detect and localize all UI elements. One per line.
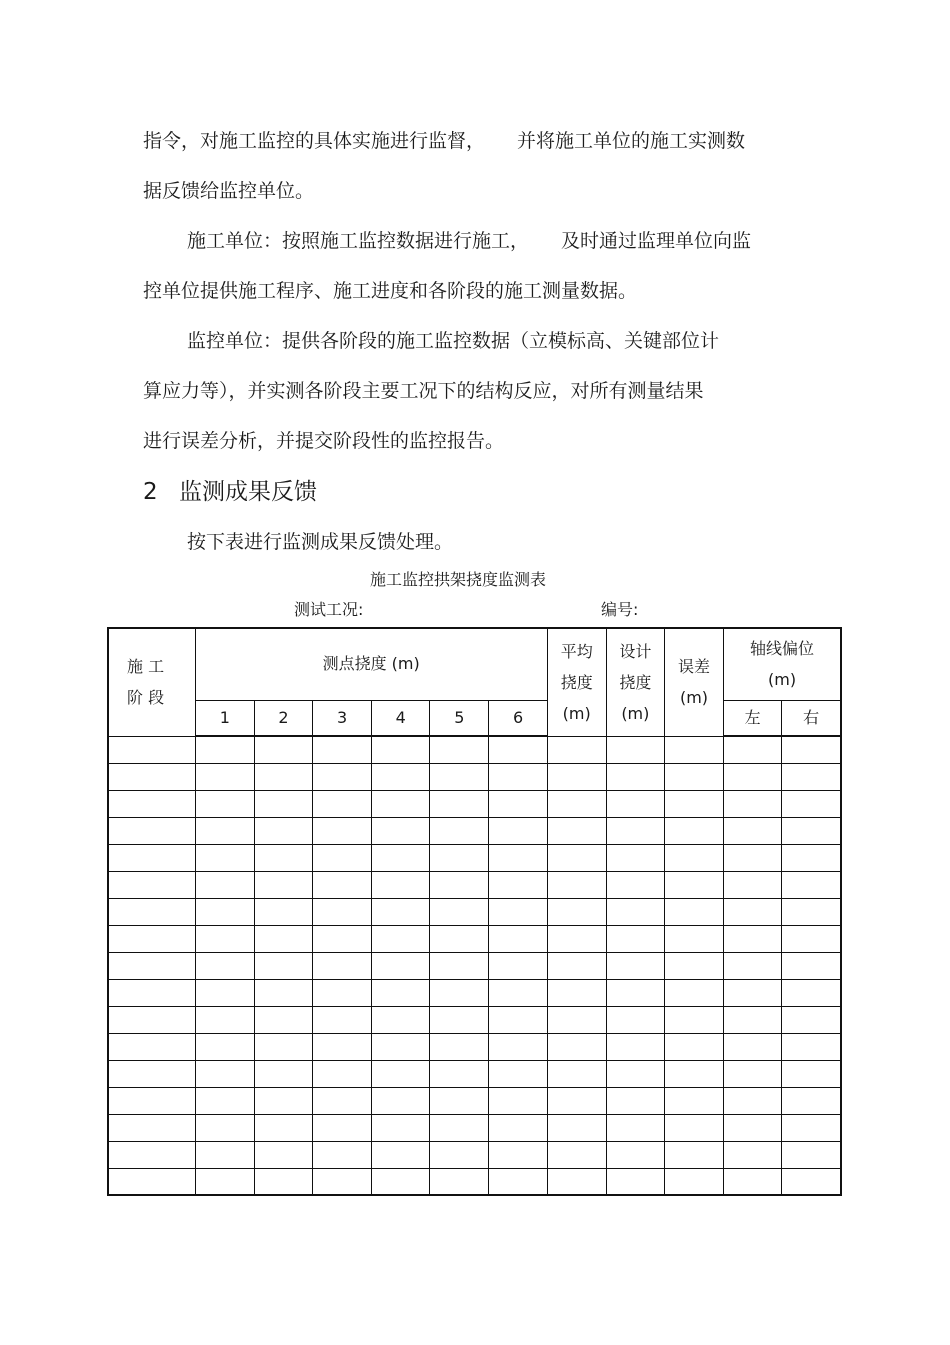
table-cell — [547, 844, 606, 871]
table-cell — [664, 952, 723, 979]
table-cell — [606, 1006, 664, 1033]
table-cell — [547, 871, 606, 898]
table-cell — [489, 1141, 547, 1168]
table-cell — [313, 1060, 372, 1087]
table-cell — [430, 1168, 489, 1195]
table-row — [108, 844, 841, 871]
table-cell — [313, 1087, 372, 1114]
table-cell — [254, 925, 312, 952]
table-cell — [489, 763, 547, 790]
table-cell — [782, 817, 841, 844]
table-cell — [664, 925, 723, 952]
table-cell — [606, 1168, 664, 1195]
header-design-line-2: 挠度 — [619, 672, 652, 692]
table-cell — [724, 1060, 782, 1087]
table-cell — [372, 925, 430, 952]
table-cell — [430, 925, 489, 952]
table-cell — [724, 871, 782, 898]
table-cell — [108, 1006, 195, 1033]
table-cell — [313, 925, 372, 952]
table-cell — [782, 1114, 841, 1141]
table-title: 施工监控拱架挠度监测表 — [370, 570, 547, 589]
table-cell — [313, 844, 372, 871]
table-cell — [195, 1006, 254, 1033]
table-cell — [254, 898, 312, 925]
header-point-1: 1 — [195, 700, 254, 736]
table-cell — [606, 736, 664, 763]
table-cell — [313, 763, 372, 790]
header-stage-line-1: 施 工 — [127, 657, 165, 677]
header-point-5: 5 — [430, 700, 489, 736]
table-cell — [195, 1168, 254, 1195]
table-cell — [195, 736, 254, 763]
header-avg-line-1: 平均 — [560, 641, 593, 661]
table-cell — [489, 1168, 547, 1195]
table-cell — [724, 925, 782, 952]
table-cell — [489, 736, 547, 763]
table-cell — [606, 871, 664, 898]
table-row — [108, 1060, 841, 1087]
header-row-2 — [108, 700, 841, 736]
table-cell — [489, 790, 547, 817]
table-cell — [724, 844, 782, 871]
table-cell — [372, 790, 430, 817]
table-cell — [254, 871, 312, 898]
table-cell — [430, 871, 489, 898]
table-cell — [547, 979, 606, 1006]
table-cell — [313, 736, 372, 763]
table-cell — [489, 979, 547, 1006]
table-cell — [782, 1141, 841, 1168]
table-cell — [547, 763, 606, 790]
table-cell — [430, 763, 489, 790]
table-cell — [664, 1168, 723, 1195]
text-run: 及时通过监理单位向监 — [561, 230, 752, 252]
table-cell — [254, 1168, 312, 1195]
table-cell — [664, 844, 723, 871]
table-cell — [108, 925, 195, 952]
header-avg-line-2: 挠度 — [560, 672, 593, 692]
table-cell — [195, 844, 254, 871]
table-row — [108, 790, 841, 817]
table-cell — [664, 736, 723, 763]
header-axis-offset — [724, 628, 841, 700]
table-cell — [372, 871, 430, 898]
paragraph-1-line-1 — [143, 131, 745, 151]
table-cell — [430, 1060, 489, 1087]
table-cell — [782, 1060, 841, 1087]
table-cell — [254, 817, 312, 844]
table-row — [108, 979, 841, 1006]
serial-number-label: 编号: — [601, 600, 639, 619]
table-cell — [313, 898, 372, 925]
table-cell — [547, 736, 606, 763]
header-point-3: 3 — [313, 700, 372, 736]
table-cell — [606, 790, 664, 817]
header-design-line-1: 设计 — [619, 641, 652, 661]
table-cell — [547, 790, 606, 817]
header-offset-line-2: (m) — [768, 670, 797, 690]
header-point-6: 6 — [489, 700, 547, 736]
table-cell — [547, 952, 606, 979]
header-point-4: 4 — [372, 700, 430, 736]
header-avg-line-3: (m) — [562, 703, 591, 723]
text-run: 并将施工单位的施工实测数 — [517, 130, 746, 152]
table-cell — [254, 736, 312, 763]
paragraph-3-line-1: 监控单位：提供各阶段的施工监控数据（立模标高、关键部位计 — [187, 330, 720, 352]
table-cell — [782, 1006, 841, 1033]
table-cell — [606, 817, 664, 844]
text-run: 施工单位：按照施工监控数据进行施工， — [187, 230, 530, 252]
table-cell — [724, 1141, 782, 1168]
table-cell — [782, 925, 841, 952]
table-cell — [430, 790, 489, 817]
table-cell — [664, 763, 723, 790]
table-cell — [313, 871, 372, 898]
table-row — [108, 817, 841, 844]
table-cell — [430, 844, 489, 871]
text-run: 指令，对施工监控的具体实施进行监督， — [143, 130, 486, 152]
table-cell — [195, 1114, 254, 1141]
header-design-deflection — [606, 628, 664, 736]
table-cell — [547, 925, 606, 952]
table-row — [108, 898, 841, 925]
table-cell — [372, 979, 430, 1006]
table-cell — [430, 817, 489, 844]
table-cell — [108, 1114, 195, 1141]
header-point-2: 2 — [254, 700, 312, 736]
header-error-line-1: 误差 — [677, 657, 710, 677]
table-cell — [254, 1033, 312, 1060]
table-cell — [724, 952, 782, 979]
table-cell — [547, 1033, 606, 1060]
table-body — [108, 736, 841, 1195]
table-cell — [195, 952, 254, 979]
table-cell — [489, 898, 547, 925]
table-cell — [430, 979, 489, 1006]
test-condition-label: 测试工况: — [294, 600, 364, 619]
table-cell — [195, 979, 254, 1006]
table-cell — [254, 844, 312, 871]
table-cell — [606, 1087, 664, 1114]
table-cell — [724, 817, 782, 844]
table-cell — [664, 1060, 723, 1087]
table-cell — [430, 898, 489, 925]
table-cell — [489, 925, 547, 952]
table-cell — [782, 871, 841, 898]
paragraph-3-line-3: 进行误差分析，并提交阶段性的监控报告。 — [143, 430, 505, 452]
table-cell — [547, 1087, 606, 1114]
table-cell — [606, 763, 664, 790]
table-cell — [547, 1168, 606, 1195]
table-cell — [664, 1114, 723, 1141]
table-cell — [489, 1114, 547, 1141]
header-right: 右 — [782, 700, 841, 736]
table-cell — [313, 790, 372, 817]
table-cell — [489, 1006, 547, 1033]
table-cell — [724, 979, 782, 1006]
table-cell — [108, 1168, 195, 1195]
table-cell — [254, 1141, 312, 1168]
table-cell — [195, 790, 254, 817]
table-cell — [195, 1087, 254, 1114]
table-cell — [489, 1060, 547, 1087]
section-title: 监测成果反馈 — [179, 479, 317, 505]
table-cell — [108, 790, 195, 817]
table-cell — [372, 1033, 430, 1060]
table-cell — [664, 871, 723, 898]
table-cell — [108, 952, 195, 979]
table-cell — [606, 1141, 664, 1168]
table-cell — [430, 1033, 489, 1060]
table-cell — [782, 979, 841, 1006]
table-cell — [724, 1006, 782, 1033]
table-row — [108, 952, 841, 979]
table-cell — [254, 1006, 312, 1033]
table-cell — [313, 817, 372, 844]
table-row — [108, 1141, 841, 1168]
table-cell — [313, 952, 372, 979]
header-stage-line-2: 阶 段 — [127, 688, 165, 708]
table-cell — [372, 952, 430, 979]
table-cell — [372, 736, 430, 763]
table-cell — [782, 1087, 841, 1114]
table-cell — [606, 979, 664, 1006]
table-cell — [782, 1033, 841, 1060]
header-deflection: 测点挠度 (m) — [195, 628, 547, 700]
table-row — [108, 1168, 841, 1195]
table-row — [108, 763, 841, 790]
table-cell — [108, 1141, 195, 1168]
table-cell — [108, 817, 195, 844]
table-cell — [108, 736, 195, 763]
table-cell — [313, 1114, 372, 1141]
table-cell — [782, 763, 841, 790]
table-cell — [195, 871, 254, 898]
header-left: 左 — [724, 700, 782, 736]
header-stage — [108, 628, 195, 736]
table-cell — [254, 979, 312, 1006]
table-cell — [372, 1114, 430, 1141]
table-cell — [782, 1168, 841, 1195]
table-cell — [664, 817, 723, 844]
table-cell — [782, 844, 841, 871]
table-cell — [430, 1087, 489, 1114]
table-cell — [108, 1033, 195, 1060]
table-cell — [108, 871, 195, 898]
table-cell — [489, 871, 547, 898]
table-cell — [195, 898, 254, 925]
table-cell — [108, 898, 195, 925]
table-row — [108, 1006, 841, 1033]
paragraph-3-line-2: 算应力等），并实测各阶段主要工况下的结构反应，对所有测量结果 — [143, 380, 704, 402]
table-cell — [313, 1006, 372, 1033]
table-cell — [724, 763, 782, 790]
table-cell — [606, 952, 664, 979]
table-cell — [108, 1060, 195, 1087]
table-cell — [664, 1033, 723, 1060]
table-cell — [606, 1060, 664, 1087]
table-cell — [254, 763, 312, 790]
section-number: 2 — [143, 479, 158, 505]
table-cell — [489, 1087, 547, 1114]
table-cell — [782, 952, 841, 979]
table-cell — [606, 898, 664, 925]
table-cell — [606, 1033, 664, 1060]
table-cell — [195, 1060, 254, 1087]
table-cell — [195, 817, 254, 844]
table-cell — [782, 898, 841, 925]
table-cell — [108, 1087, 195, 1114]
table-cell — [372, 1168, 430, 1195]
table-cell — [724, 790, 782, 817]
table-cell — [664, 898, 723, 925]
header-average-deflection — [547, 628, 606, 736]
table-cell — [547, 1114, 606, 1141]
table-cell — [724, 1087, 782, 1114]
table-cell — [372, 898, 430, 925]
table-cell — [108, 844, 195, 871]
table-cell — [372, 1087, 430, 1114]
table-cell — [313, 1141, 372, 1168]
intro-text: 按下表进行监测成果反馈处理。 — [187, 531, 454, 553]
table-row — [108, 1087, 841, 1114]
table-cell — [724, 736, 782, 763]
table-cell — [195, 925, 254, 952]
table-cell — [430, 1141, 489, 1168]
table-cell — [724, 1114, 782, 1141]
table-cell — [313, 1168, 372, 1195]
table-cell — [430, 952, 489, 979]
table-cell — [782, 790, 841, 817]
table-cell — [430, 1114, 489, 1141]
table-cell — [372, 817, 430, 844]
table-cell — [664, 1006, 723, 1033]
table-cell — [782, 736, 841, 763]
table-cell — [489, 1033, 547, 1060]
table-cell — [108, 979, 195, 1006]
table-row — [108, 1114, 841, 1141]
table-cell — [313, 979, 372, 1006]
table-row — [108, 1033, 841, 1060]
table-cell — [547, 898, 606, 925]
header-row-1 — [108, 628, 841, 700]
table-cell — [664, 979, 723, 1006]
paragraph-2-line-2: 控单位提供施工程序、施工进度和各阶段的施工测量数据。 — [143, 280, 638, 302]
section-heading — [143, 478, 317, 506]
table-cell — [430, 736, 489, 763]
table-cell — [254, 1114, 312, 1141]
table-cell — [372, 763, 430, 790]
table-cell — [254, 1060, 312, 1087]
table-cell — [195, 763, 254, 790]
table-cell — [372, 844, 430, 871]
table-cell — [254, 790, 312, 817]
table-cell — [547, 1141, 606, 1168]
table-cell — [313, 1033, 372, 1060]
table-cell — [547, 817, 606, 844]
table-cell — [108, 763, 195, 790]
table-cell — [724, 898, 782, 925]
table-cell — [254, 1087, 312, 1114]
header-error — [664, 628, 723, 736]
table-cell — [372, 1141, 430, 1168]
table-cell — [489, 952, 547, 979]
deflection-monitoring-table — [107, 627, 842, 1196]
paragraph-1-line-2: 据反馈给监控单位。 — [143, 180, 315, 202]
table-cell — [372, 1006, 430, 1033]
paragraph-2-line-1 — [187, 231, 751, 251]
table-cell — [195, 1141, 254, 1168]
table-cell — [430, 1006, 489, 1033]
table-cell — [254, 952, 312, 979]
table-cell — [547, 1060, 606, 1087]
table-cell — [547, 1006, 606, 1033]
table-row — [108, 925, 841, 952]
table-row — [108, 736, 841, 763]
header-error-line-2: (m) — [679, 688, 709, 708]
table-cell — [606, 844, 664, 871]
table-cell — [489, 817, 547, 844]
table-cell — [724, 1168, 782, 1195]
table-cell — [724, 1033, 782, 1060]
table-cell — [195, 1033, 254, 1060]
header-design-line-3: (m) — [621, 703, 650, 723]
table-cell — [664, 1087, 723, 1114]
table-cell — [489, 844, 547, 871]
table-cell — [664, 1141, 723, 1168]
header-offset-line-1: 轴线偏位 — [750, 639, 815, 659]
table-cell — [606, 1114, 664, 1141]
table-cell — [664, 790, 723, 817]
table-row — [108, 871, 841, 898]
table-cell — [606, 925, 664, 952]
table-cell — [372, 1060, 430, 1087]
